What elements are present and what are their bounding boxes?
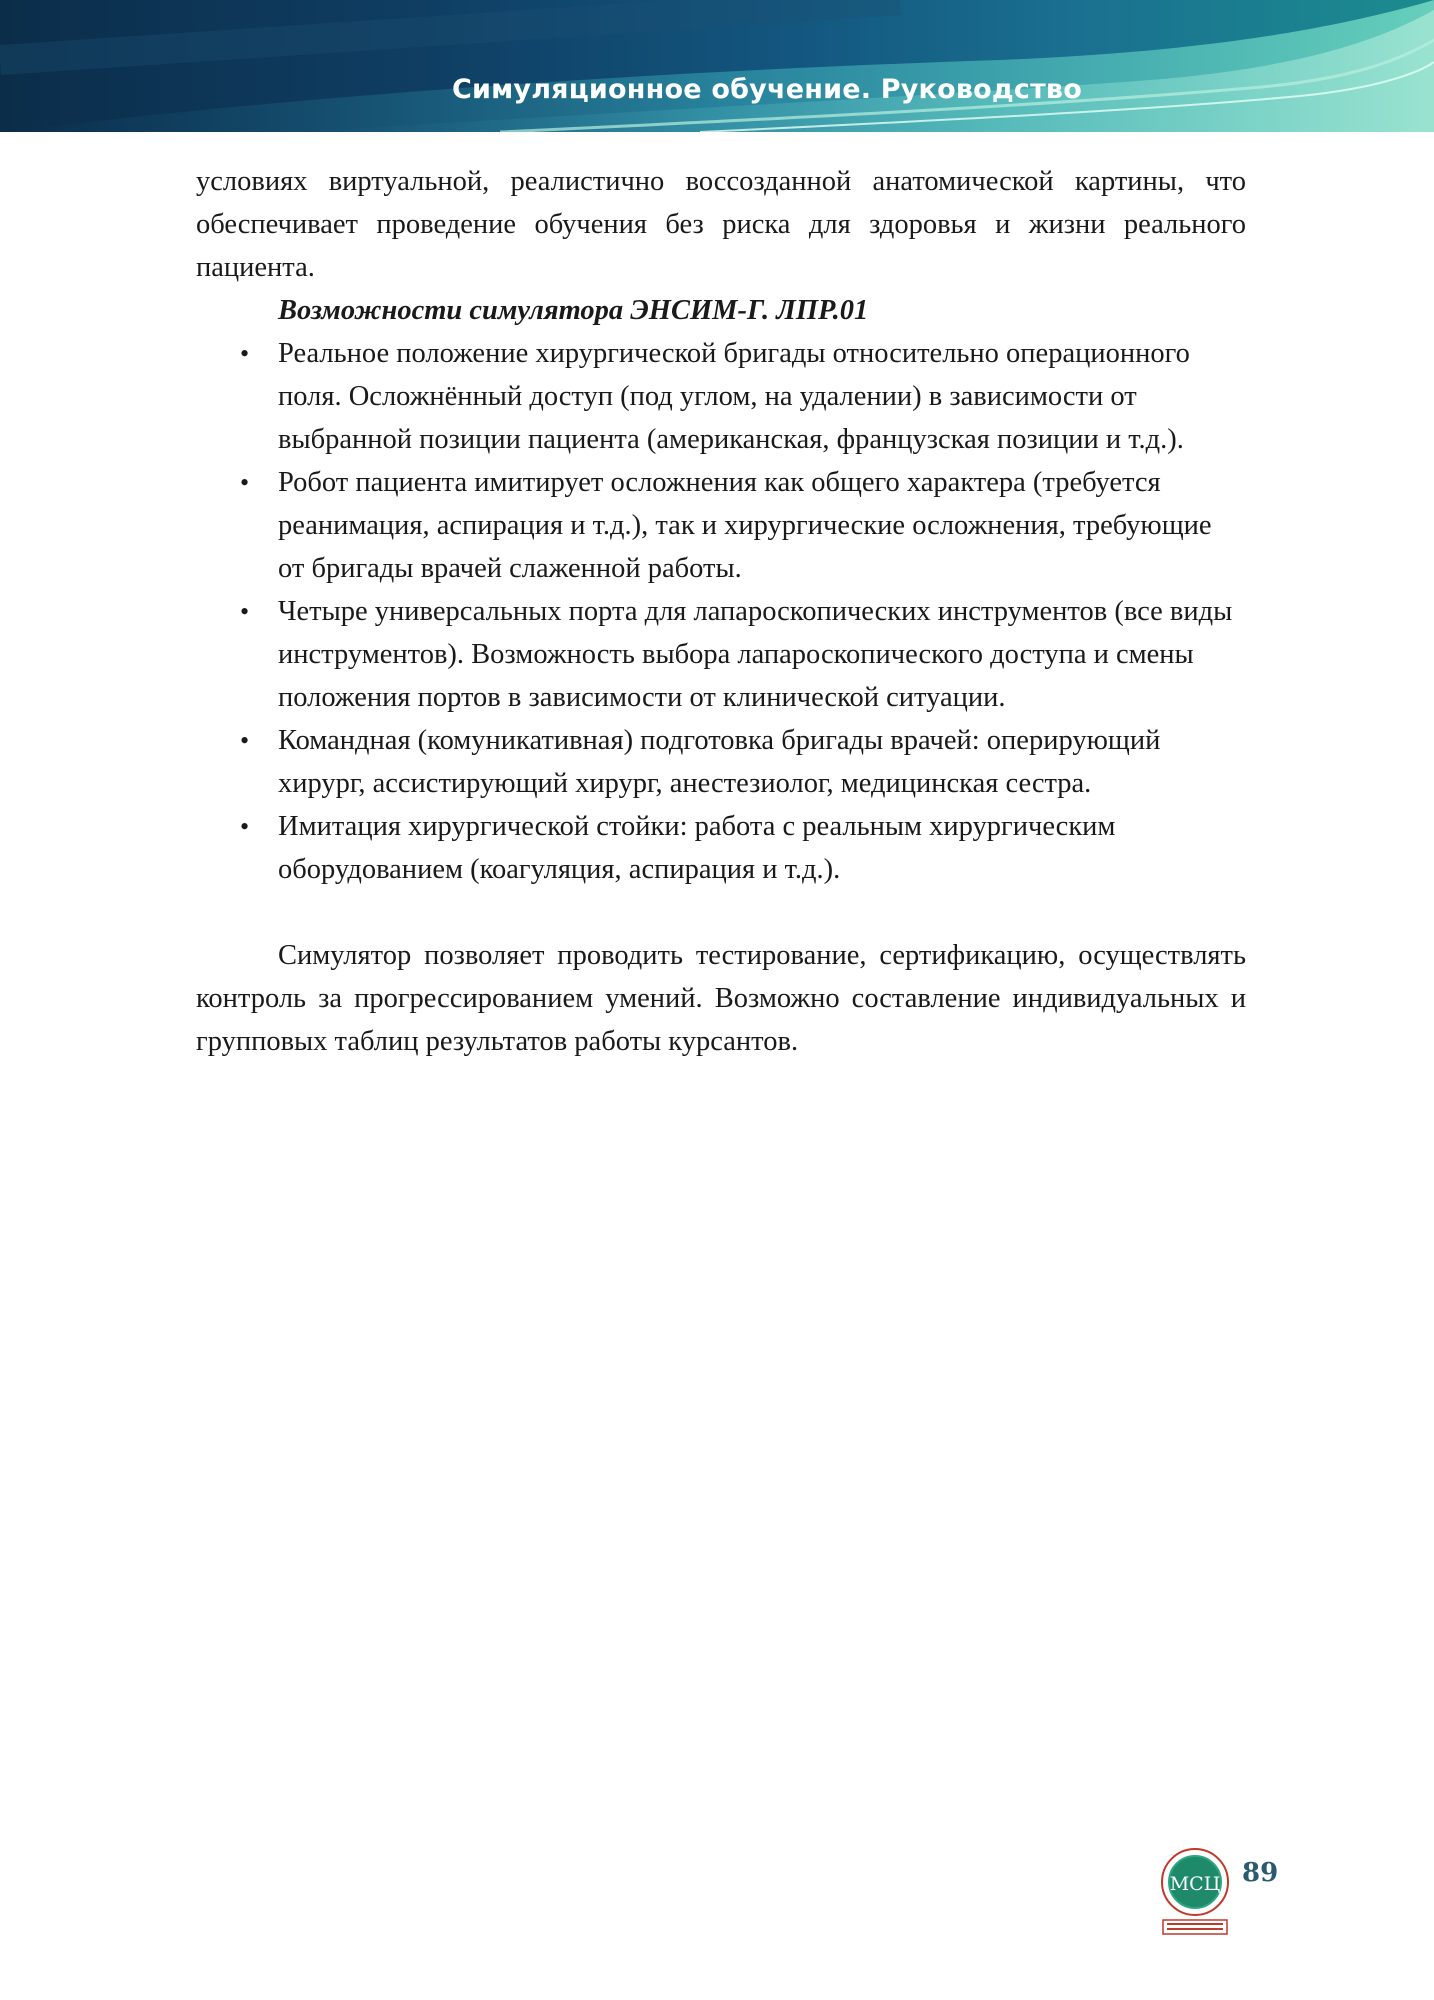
logo-text: МСЦ [1169, 1873, 1221, 1895]
list-item [196, 332, 1246, 461]
bullet-icon: • [240, 339, 250, 368]
page-number: 89 [1242, 1858, 1279, 1888]
intro-paragraph: условиях виртуальной, реалистично воссозданной анатомической картины, что обеспечивает проведение обучения без риска для здоровья и жизни реального пациента. [196, 166, 1246, 283]
list-item-text: Робот пациента имитирует осложнения как общего характера (требуется реанимация, аспирация и т.д.), так и хирургические осложнения, требующие от бригады врачей слаженной работы. [278, 467, 1212, 584]
bullet-icon: • [240, 468, 250, 497]
list-item-text: Четыре универсальных порта для лапароскопических инструментов (все виды инструментов). Возможность выбора лапароскопического доступа и смены положения портов в зависимости от клинической ситуации. [278, 596, 1233, 713]
list-item-text: Имитация хирургической стойки: работа с реальным хирургическим оборудованием (коагуляция, аспирация и т.д.). [278, 811, 1116, 885]
list-item [196, 590, 1246, 719]
msc-logo-icon [1160, 1846, 1230, 1936]
list-item-text: Командная (комуникативная) подготовка бригады врачей: оперирующий хирург, ассистирующий хирург, анестезиолог, медицинская сестра. [278, 725, 1161, 799]
running-title: Симуляционное обучение. Руководство [452, 74, 1082, 105]
list-item [196, 461, 1246, 590]
section-subheading: Возможности симулятора ЭНСИМ-Г. ЛПР.01 [278, 295, 869, 326]
capabilities-list [196, 332, 1246, 891]
bullet-icon: • [240, 597, 250, 626]
page-header [0, 0, 1434, 132]
closing-paragraph: Симулятор позволяет проводить тестирование, сертификацию, осуществлять контроль за прогрессированием умений. Возможно составление индивидуальных и групповых таблиц результатов работы курсантов. [196, 940, 1246, 1057]
page-content [196, 160, 1246, 1063]
bullet-icon: • [240, 726, 250, 755]
list-item [196, 805, 1246, 891]
spacer [196, 891, 1246, 934]
header-swoosh-decoration [0, 0, 1434, 132]
list-item-text: Реальное положение хирургической бригады относительно операционного поля. Осложнённый доступ (под углом, на удалении) в зависимости от выбранной позиции пациента (американская, французская позиции и т.д.). [278, 338, 1190, 455]
list-item [196, 719, 1246, 805]
bullet-icon: • [240, 812, 250, 841]
